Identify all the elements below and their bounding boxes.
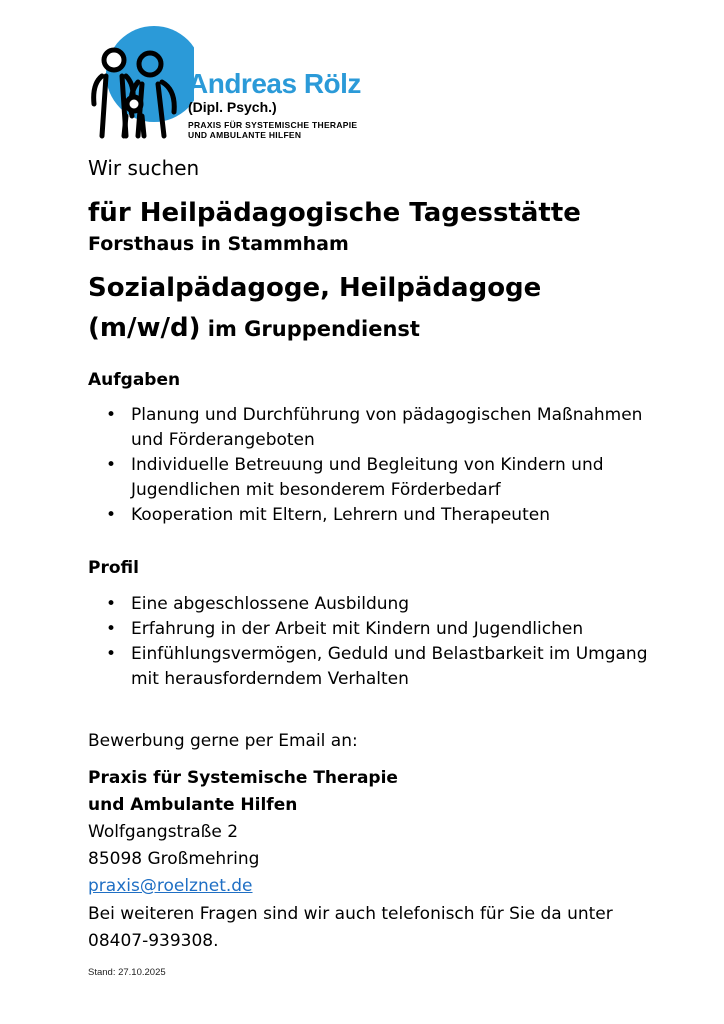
aufgaben-title: Aufgaben [88, 370, 181, 390]
list-item: • Einfühlungsvermögen, Geduld und Belastbarkeit im Umgang mit herausforderndem Verhalten [106, 642, 666, 692]
facility-heading: für Heilpädagogische Tagesstätte [88, 198, 581, 228]
further-info-text: Bei weiteren Fragen sind wir auch telefonisch für Sie da unter 08407-939308. [88, 904, 613, 951]
contact-block [88, 765, 648, 900]
apply-text: Bewerbung gerne per Email an: [88, 731, 358, 751]
aufgaben-list [106, 403, 666, 528]
logo-title: (Dipl. Psych.) [188, 99, 277, 115]
contact-city: 85098 Großmehring [88, 849, 260, 869]
position-title [88, 268, 648, 349]
logo-name: Andreas Rölz [188, 68, 361, 99]
contact-email-link[interactable]: praxis@roelznet.de [88, 876, 253, 896]
stand-date: Stand: 27.10.2025 [88, 967, 166, 978]
logo-tagline-line-2: UND AMBULANTE HILFEN [188, 130, 302, 140]
list-item: • Eine abgeschlossene Ausbildung [106, 592, 666, 617]
contact-org-line-1: Praxis für Systemische Therapie [88, 768, 398, 788]
position-title-line-2 [88, 308, 648, 349]
contact-street: Wolfgangstraße 2 [88, 822, 239, 842]
intro-text: Wir suchen [88, 156, 200, 180]
logo-tagline-line-1: PRAXIS FÜR SYSTEMISCHE THERAPIE [188, 120, 358, 130]
logo-tagline [188, 120, 357, 140]
profil-list [106, 592, 666, 692]
list-item: • Kooperation mit Eltern, Lehrern und Therapeuten [106, 503, 666, 528]
position-gender: (m/w/d) [88, 313, 201, 343]
family-figures-icon [84, 24, 194, 144]
facility-location: Forsthaus in Stammham [88, 233, 349, 255]
profil-title: Profil [88, 558, 139, 578]
list-item: • Erfahrung in der Arbeit mit Kindern und Jugendlichen [106, 617, 666, 642]
logo [84, 24, 374, 144]
list-item: • Planung und Durchführung von pädagogischen Maßnahmen und Förderangeboten [106, 403, 666, 453]
list-item: • Individuelle Betreuung und Begleitung von Kindern und Jugendlichen mit besonderem Förderbedarf [106, 453, 666, 503]
position-duty: im Gruppendienst [200, 317, 420, 341]
position-title-line-1: Sozialpädagoge, Heilpädagoge [88, 273, 542, 303]
contact-org-line-2: und Ambulante Hilfen [88, 795, 298, 815]
